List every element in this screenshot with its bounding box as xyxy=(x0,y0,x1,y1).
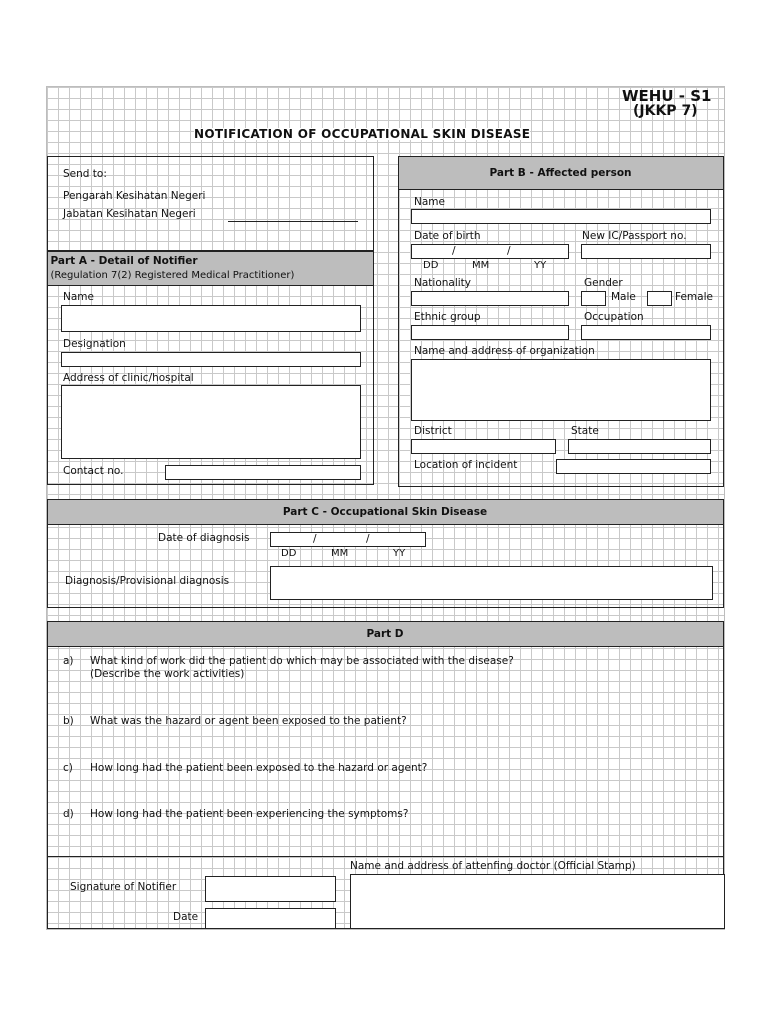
send-to-panel xyxy=(47,156,374,251)
contact-label: Contact no. xyxy=(63,465,124,477)
male-label: Male xyxy=(611,291,636,303)
question-c-letter: c) xyxy=(63,762,73,774)
designation-label: Designation xyxy=(63,338,126,350)
address-label: Address of clinic/hospital xyxy=(63,372,194,384)
question-c: How long had the patient been exposed to the hazard or agent? xyxy=(90,762,428,774)
form-sheet xyxy=(46,86,725,930)
address-field[interactable] xyxy=(61,385,361,459)
send-to-underline xyxy=(228,221,358,222)
male-checkbox[interactable] xyxy=(581,291,606,306)
form-code-alt: (JKKP 7) xyxy=(633,103,698,119)
part-d-panel xyxy=(47,621,724,857)
location-label: Location of incident xyxy=(414,459,518,471)
diagnosis-field[interactable] xyxy=(270,566,713,600)
question-a-letter: a) xyxy=(63,655,74,667)
question-a: What kind of work did the patient do which may be associated with the disease? xyxy=(90,655,514,667)
diagnosis-dd: DD xyxy=(281,548,297,559)
part-d-header xyxy=(47,621,724,647)
part-a-title: Part A - Detail of Notifier xyxy=(50,254,198,267)
date-label: Date xyxy=(173,911,199,923)
part-a-header xyxy=(47,251,374,286)
female-checkbox[interactable] xyxy=(647,291,672,306)
diagnosis-mm: MM xyxy=(331,548,349,559)
dob-label: Date of birth xyxy=(414,230,481,242)
part-a-subtitle: (Regulation 7(2) Registered Medical Practitioner) xyxy=(50,269,295,281)
dob-field[interactable]: / / xyxy=(411,244,569,259)
person-name-label: Name xyxy=(414,196,445,208)
org-field[interactable] xyxy=(411,359,711,421)
diagnosis-yy: YY xyxy=(393,548,406,559)
occupation-label: Occupation xyxy=(584,311,644,323)
signature-field[interactable] xyxy=(205,876,336,902)
district-label: District xyxy=(414,425,452,437)
occupation-field[interactable] xyxy=(581,325,711,340)
diagnosis-date-field[interactable]: / / xyxy=(270,532,426,547)
diagnosis-label: Diagnosis/Provisional diagnosis xyxy=(65,575,230,587)
question-b: What was the hazard or agent been exposed to the patient? xyxy=(90,715,407,727)
ic-field[interactable] xyxy=(581,244,711,259)
gender-label: Gender xyxy=(584,277,623,289)
stamp-field[interactable] xyxy=(350,874,725,929)
ethnic-field[interactable] xyxy=(411,325,569,340)
part-c-panel xyxy=(47,499,724,608)
location-field[interactable] xyxy=(556,459,711,474)
dob-dd: DD xyxy=(423,260,439,271)
part-d-title: Part D xyxy=(366,627,404,640)
ethnic-label: Ethnic group xyxy=(414,311,481,323)
diagnosis-date-label: Date of diagnosis xyxy=(158,532,250,544)
question-b-letter: b) xyxy=(63,715,74,727)
notifier-name-label: Name xyxy=(63,291,94,303)
dob-mm: MM xyxy=(472,260,490,271)
part-b-header xyxy=(398,156,724,190)
question-d: How long had the patient been experiencing the symptoms? xyxy=(90,808,409,820)
state-field[interactable] xyxy=(568,439,711,454)
state-label: State xyxy=(571,425,599,437)
question-d-letter: d) xyxy=(63,808,74,820)
person-name-field[interactable] xyxy=(411,209,711,224)
send-to-label: Send to: xyxy=(63,168,107,180)
question-a-sub: (Describe the work activities) xyxy=(90,668,245,680)
nationality-label: Nationality xyxy=(414,277,472,289)
send-to-line2: Jabatan Kesihatan Negeri xyxy=(63,208,196,220)
district-field[interactable] xyxy=(411,439,556,454)
date-field[interactable] xyxy=(205,908,336,929)
part-a-panel xyxy=(47,251,374,485)
send-to-line1: Pengarah Kesihatan Negeri xyxy=(63,190,206,202)
form-title: NOTIFICATION OF OCCUPATIONAL SKIN DISEASE xyxy=(194,127,531,141)
ic-label: New IC/Passport no. xyxy=(582,230,687,242)
signature-label: Signature of Notifier xyxy=(70,881,177,893)
notifier-name-field[interactable] xyxy=(61,305,361,332)
dob-yy: YY xyxy=(534,260,547,271)
part-c-header xyxy=(47,499,724,525)
part-b-title: Part B - Affected person xyxy=(489,166,632,179)
designation-field[interactable] xyxy=(61,352,361,367)
part-c-title: Part C - Occupational Skin Disease xyxy=(282,505,488,518)
form-code: WEHU - S1 xyxy=(622,87,712,105)
stamp-label: Name and address of attenfing doctor (Official Stamp) xyxy=(350,860,636,872)
org-label: Name and address of organization xyxy=(414,345,595,357)
footer-panel xyxy=(47,856,724,929)
contact-field[interactable] xyxy=(165,465,361,480)
nationality-field[interactable] xyxy=(411,291,569,306)
female-label: Female xyxy=(675,291,713,303)
part-b-panel xyxy=(398,156,724,487)
